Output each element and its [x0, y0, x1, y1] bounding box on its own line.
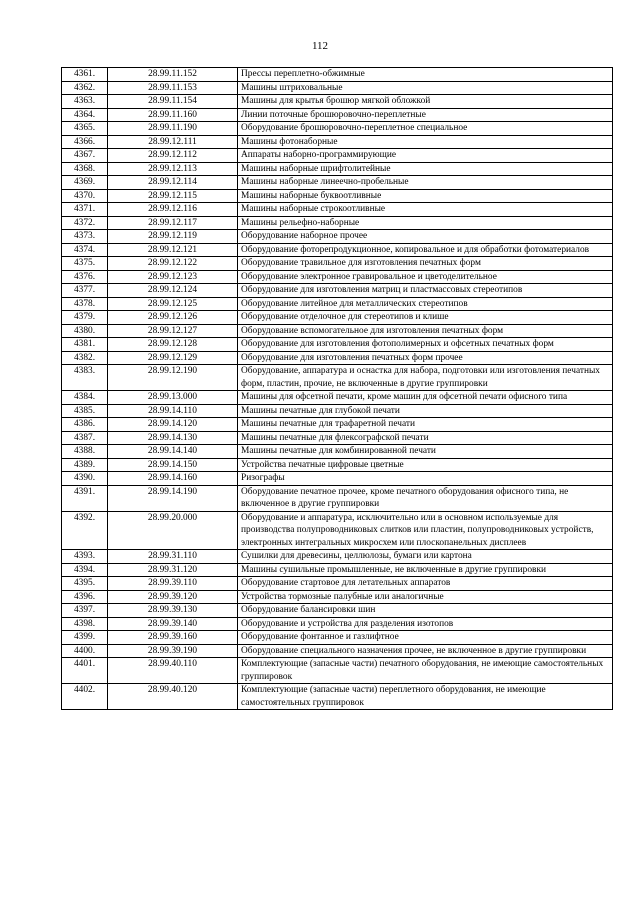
row-code: 28.99.12.129	[108, 351, 238, 365]
row-code: 28.99.12.127	[108, 324, 238, 338]
row-number: 4380.	[62, 324, 108, 338]
table-row	[62, 391, 613, 405]
row-number: 4393.	[62, 550, 108, 564]
row-code: 28.99.12.122	[108, 257, 238, 271]
row-number: 4386.	[62, 418, 108, 432]
row-number: 4372.	[62, 216, 108, 230]
table-row	[62, 230, 613, 244]
row-number: 4379.	[62, 311, 108, 325]
row-name: Машины сушильные промышленные, не включенные в другие группировки	[238, 563, 613, 577]
row-name: Машины печатные для глубокой печати	[238, 404, 613, 418]
row-number: 4389.	[62, 458, 108, 472]
row-name: Оборудование стартовое для летательных аппаратов	[238, 577, 613, 591]
row-code: 28.99.12.190	[108, 365, 238, 391]
table-row	[62, 122, 613, 136]
row-number: 4363.	[62, 95, 108, 109]
row-name: Оборудование и устройства для разделения изотопов	[238, 617, 613, 631]
row-code: 28.99.12.117	[108, 216, 238, 230]
row-code: 28.99.14.140	[108, 445, 238, 459]
row-number: 4369.	[62, 176, 108, 190]
row-name: Аппараты наборно-программирующие	[238, 149, 613, 163]
row-number: 4398.	[62, 617, 108, 631]
row-code: 28.99.12.121	[108, 243, 238, 257]
row-name: Оборудование брошюровочно-переплетное специальное	[238, 122, 613, 136]
table-row	[62, 243, 613, 257]
row-code: 28.99.12.116	[108, 203, 238, 217]
table-row	[62, 590, 613, 604]
row-name: Устройства тормозные палубные или аналогичные	[238, 590, 613, 604]
table-row	[62, 644, 613, 658]
table-row	[62, 149, 613, 163]
row-code: 28.99.39.130	[108, 604, 238, 618]
row-code: 28.99.14.160	[108, 472, 238, 486]
row-name: Оборудование, аппаратура и оснастка для набора, подготовки или изготовления печатных форм, пластин, прочие, не включенные в другие группировки	[238, 365, 613, 391]
row-name: Оборудование наборное прочее	[238, 230, 613, 244]
row-code: 28.99.12.119	[108, 230, 238, 244]
row-code: 28.99.13.000	[108, 391, 238, 405]
row-number: 4366.	[62, 135, 108, 149]
table-row	[62, 297, 613, 311]
table-row	[62, 68, 613, 82]
row-name: Сушилки для древесины, целлюлозы, бумаги или картона	[238, 550, 613, 564]
row-name: Оборудование для изготовления печатных форм прочее	[238, 351, 613, 365]
row-name: Машины штриховальные	[238, 81, 613, 95]
row-code: 28.99.11.154	[108, 95, 238, 109]
table-row	[62, 162, 613, 176]
row-name: Машины наборные буквоотливные	[238, 189, 613, 203]
row-name: Комплектующие (запасные части) переплетного оборудования, не имеющие самостоятельных группировок	[238, 684, 613, 710]
table-row	[62, 324, 613, 338]
row-name: Оборудование печатное прочее, кроме печатного оборудования офисного типа, не включенное в другие группировки	[238, 485, 613, 511]
row-number: 4384.	[62, 391, 108, 405]
row-name: Оборудование электронное гравировальное и цветоделительное	[238, 270, 613, 284]
row-name: Машины рельефно-наборные	[238, 216, 613, 230]
table-row	[62, 257, 613, 271]
row-code: 28.99.14.150	[108, 458, 238, 472]
table-row	[62, 658, 613, 684]
row-code: 28.99.14.190	[108, 485, 238, 511]
row-name: Машины наборные линеечно-пробельные	[238, 176, 613, 190]
table-row	[62, 445, 613, 459]
row-number: 4382.	[62, 351, 108, 365]
row-code: 28.99.40.120	[108, 684, 238, 710]
row-number: 4394.	[62, 563, 108, 577]
row-number: 4374.	[62, 243, 108, 257]
row-number: 4395.	[62, 577, 108, 591]
row-number: 4375.	[62, 257, 108, 271]
row-code: 28.99.12.125	[108, 297, 238, 311]
row-code: 28.99.12.126	[108, 311, 238, 325]
row-number: 4400.	[62, 644, 108, 658]
row-code: 28.99.31.120	[108, 563, 238, 577]
table-row	[62, 216, 613, 230]
row-name: Устройства печатные цифровые цветные	[238, 458, 613, 472]
row-number: 4362.	[62, 81, 108, 95]
row-name: Машины для офсетной печати, кроме машин для офсетной печати офисного типа	[238, 391, 613, 405]
row-code: 28.99.39.160	[108, 631, 238, 645]
table-row	[62, 404, 613, 418]
table-row	[62, 684, 613, 710]
row-code: 28.99.14.120	[108, 418, 238, 432]
row-number: 4397.	[62, 604, 108, 618]
row-name: Оборудование и аппаратура, исключительно или в основном используемые для производства полупроводниковых слитков или пластин, полупроводниковых устройств, электронных интегральных микросхем или плоскопанельных дисплеев	[238, 511, 613, 550]
row-code: 28.99.11.190	[108, 122, 238, 136]
row-code: 28.99.12.128	[108, 338, 238, 352]
row-name: Комплектующие (запасные части) печатного оборудования, не имеющие самостоятельных группировок	[238, 658, 613, 684]
row-number: 4376.	[62, 270, 108, 284]
page-number: 112	[311, 40, 329, 52]
table-row	[62, 577, 613, 591]
row-code: 28.99.31.110	[108, 550, 238, 564]
row-code: 28.99.20.000	[108, 511, 238, 550]
row-name: Ризографы	[238, 472, 613, 486]
row-number: 4373.	[62, 230, 108, 244]
row-name: Машины для крытья брошюр мягкой обложкой	[238, 95, 613, 109]
row-code: 28.99.11.152	[108, 68, 238, 82]
table-row	[62, 604, 613, 618]
table-row	[62, 338, 613, 352]
row-code: 28.99.12.114	[108, 176, 238, 190]
table-row	[62, 311, 613, 325]
row-code: 28.99.12.112	[108, 149, 238, 163]
row-number: 4377.	[62, 284, 108, 298]
row-code: 28.99.12.124	[108, 284, 238, 298]
table-row	[62, 203, 613, 217]
row-number: 4381.	[62, 338, 108, 352]
row-code: 28.99.12.111	[108, 135, 238, 149]
row-number: 4365.	[62, 122, 108, 136]
row-number: 4388.	[62, 445, 108, 459]
table-row	[62, 351, 613, 365]
row-name: Машины печатные для трафаретной печати	[238, 418, 613, 432]
row-number: 4387.	[62, 431, 108, 445]
table-body	[62, 68, 613, 710]
row-code: 28.99.39.190	[108, 644, 238, 658]
table-row	[62, 108, 613, 122]
table-row	[62, 365, 613, 391]
row-code: 28.99.12.113	[108, 162, 238, 176]
row-name: Оборудование балансировки шин	[238, 604, 613, 618]
row-number: 4399.	[62, 631, 108, 645]
row-number: 4378.	[62, 297, 108, 311]
row-name: Машины печатные для комбинированной печати	[238, 445, 613, 459]
row-number: 4361.	[62, 68, 108, 82]
row-number: 4401.	[62, 658, 108, 684]
row-name: Оборудование фоторепродукционное, копировальное и для обработки фотоматериалов	[238, 243, 613, 257]
row-name: Оборудование для изготовления фотополимерных и офсетных печатных форм	[238, 338, 613, 352]
table-row	[62, 550, 613, 564]
table-row	[62, 176, 613, 190]
table-row	[62, 563, 613, 577]
row-code: 28.99.39.110	[108, 577, 238, 591]
row-name: Оборудование вспомогательное для изготовления печатных форм	[238, 324, 613, 338]
row-number: 4391.	[62, 485, 108, 511]
table-row	[62, 284, 613, 298]
row-name: Линии поточные брошюровочно-переплетные	[238, 108, 613, 122]
table-row	[62, 270, 613, 284]
table-row	[62, 472, 613, 486]
row-name: Оборудование литейное для металлических стереотипов	[238, 297, 613, 311]
table-row	[62, 135, 613, 149]
row-number: 4396.	[62, 590, 108, 604]
row-name: Оборудование специального назначения прочее, не включенное в другие группировки	[238, 644, 613, 658]
row-name: Оборудование фонтанное и газлифтное	[238, 631, 613, 645]
row-number: 4370.	[62, 189, 108, 203]
row-number: 4390.	[62, 472, 108, 486]
row-code: 28.99.14.130	[108, 431, 238, 445]
table-row	[62, 95, 613, 109]
row-name: Машины фотонаборные	[238, 135, 613, 149]
row-name: Оборудование для изготовления матриц и пластмассовых стереотипов	[238, 284, 613, 298]
table-row	[62, 631, 613, 645]
table-row	[62, 617, 613, 631]
table-row	[62, 189, 613, 203]
row-name: Оборудование отделочное для стереотипов и клише	[238, 311, 613, 325]
row-number: 4383.	[62, 365, 108, 391]
row-code: 28.99.14.110	[108, 404, 238, 418]
row-number: 4371.	[62, 203, 108, 217]
row-name: Оборудование травильное для изготовления печатных форм	[238, 257, 613, 271]
row-code: 28.99.11.160	[108, 108, 238, 122]
table-row	[62, 458, 613, 472]
row-code: 28.99.39.140	[108, 617, 238, 631]
row-number: 4364.	[62, 108, 108, 122]
row-name: Машины наборные шрифтолитейные	[238, 162, 613, 176]
row-number: 4368.	[62, 162, 108, 176]
equipment-table	[61, 67, 613, 710]
row-name: Машины печатные для флексографской печати	[238, 431, 613, 445]
row-name: Прессы переплетно-обжимные	[238, 68, 613, 82]
row-number: 4392.	[62, 511, 108, 550]
table-row	[62, 485, 613, 511]
table-row	[62, 418, 613, 432]
row-code: 28.99.12.123	[108, 270, 238, 284]
row-number: 4402.	[62, 684, 108, 710]
row-number: 4385.	[62, 404, 108, 418]
table-row	[62, 431, 613, 445]
row-number: 4367.	[62, 149, 108, 163]
row-code: 28.99.11.153	[108, 81, 238, 95]
row-code: 28.99.39.120	[108, 590, 238, 604]
table-row	[62, 511, 613, 550]
row-name: Машины наборные строкоотливные	[238, 203, 613, 217]
row-code: 28.99.12.115	[108, 189, 238, 203]
row-code: 28.99.40.110	[108, 658, 238, 684]
table-row	[62, 81, 613, 95]
